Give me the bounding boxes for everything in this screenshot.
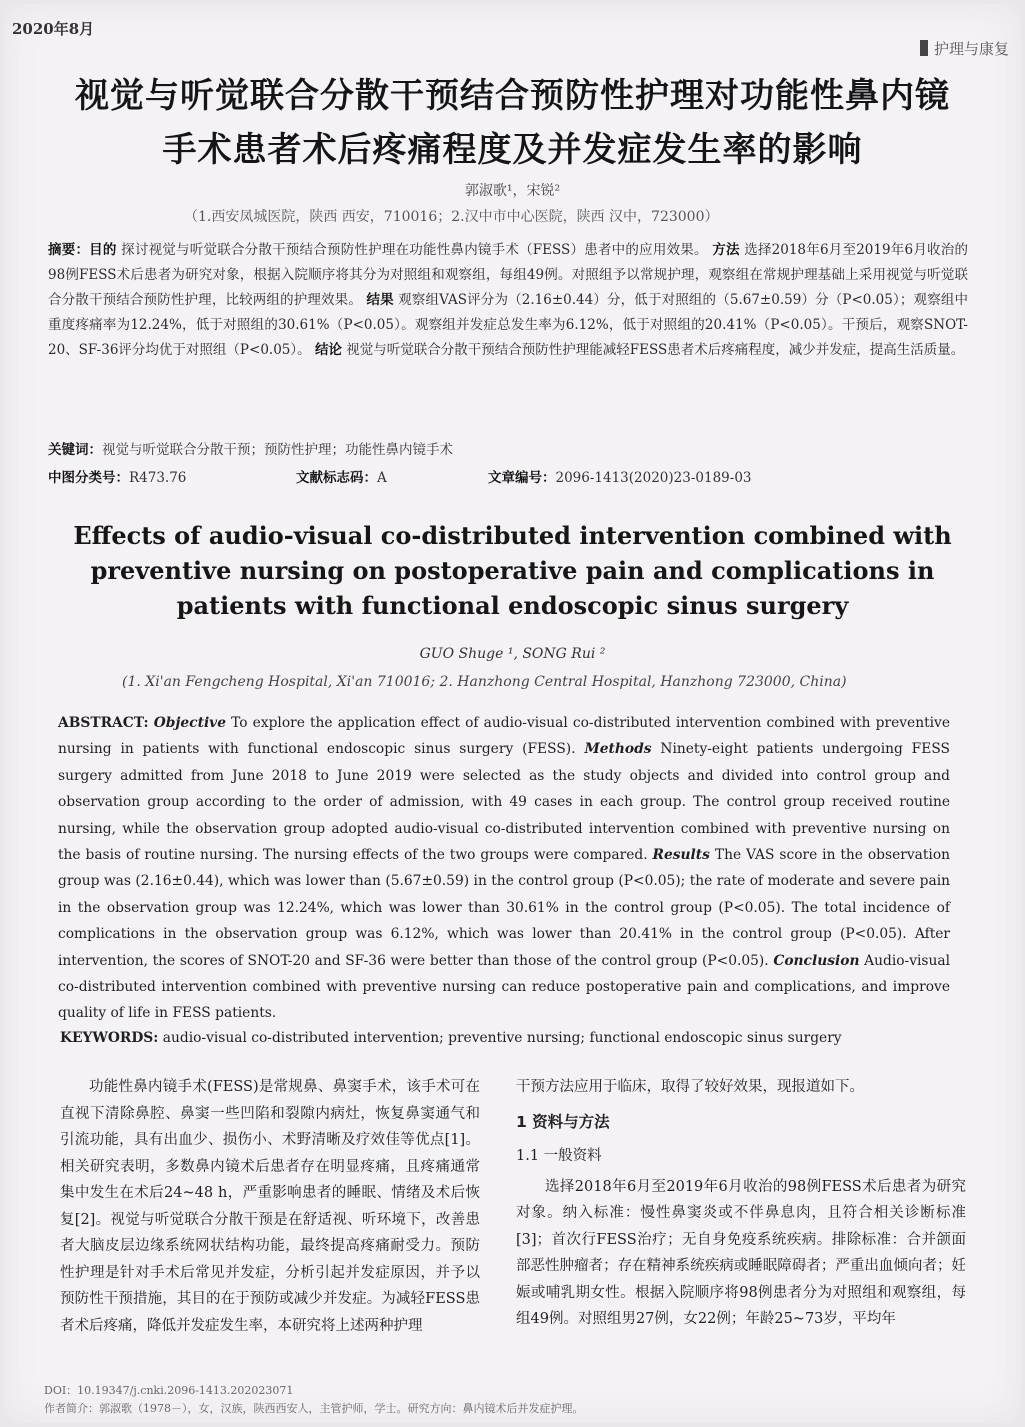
cn-result-label: 结果 (366, 292, 394, 308)
general-data-paragraph: 选择2018年6月至2019年6月收治的98例FESS术后患者为研究对象。纳入标准：慢性鼻窦炎或不伴鼻息肉，且符合相关诊断标准[3]；首次行FESS治疗；无自身免疫系统疾病。排除标准：合并颌面部恶性肿瘤者；存在精神系统疾病或睡眠障碍者；严重出血倾向者；妊娠或哺乳期女性。根据入院顺序将98例患者分为对照组和观察组，每组49例。对照组男27例，女22例；年龄25~73岁，平均年 (516, 1178, 966, 1327)
cn-method-text: 选择2018年6月至2019年6月收治的98例FESS术后患者为研究对象，根据入院顺序将其分为对照组和观察组，每组49例。对照组予以常规护理，观察组在常规护理基础上采用视觉与听觉联合分散干预结合预防性护理，比较两组的护理效果。 (48, 242, 968, 308)
clc-number (48, 466, 186, 486)
intro-paragraph: 功能性鼻内镜手术(FESS)是常规鼻、鼻窦手术，该手术可在直视下清除鼻腔、鼻窦一些凹陷和裂隙内病灶，恢复鼻窦通气和引流功能，具有出血少、损伤小、术野清晰及疗效佳等优点[1]。相关研究表明，多数鼻内镜术后患者存在明显疼痛，且疼痛通常集中发生在术后24~48 h，严重影响患者的睡眠、情绪及术后恢复[2]。视觉与听觉联合分散干预是在舒适视、听环境下，改善患者大脑皮层边缘系统网状结构功能，最终提高疼痛耐受力。预防性护理是针对手术后常见并发症，分析引起并发症原因，并予以预防性干预措施，其目的在于预防或减少并发症。为减轻FESS患者术后疼痛，降低并发症发生率，本研究将上述两种护理 (60, 1079, 480, 1334)
en-authors: GUO Shuge ¹, SONG Rui ² (419, 646, 606, 662)
cn-keywords (48, 438, 453, 458)
issue-date: 2020年8月 (12, 20, 95, 38)
en-result-text: The VAS score in the observation group was (2.16±0.44), which was lower than (5.67±0.59) in the control group (P<0.05); the rate of moderate and severe pain in the observation group was 12.24%, which was lower than 30.61% in the control group (P<0.05). The total incidence of complications in the observation group was 6.12%, which was lower than 20.41% in the control group (P<0.05). After intervention, the scores of SNOT-20 and SF-36 were better than those of the control group (P<0.05). (58, 847, 951, 969)
en-objective-label: Objective (153, 715, 226, 731)
en-keywords-text: audio-visual co-distributed intervention; preventive nursing; functional endoscopic sinus surgery (162, 1030, 842, 1046)
en-abstract (58, 710, 950, 1027)
cn-title-line1: 视觉与听觉联合分散干预结合预防性护理对功能性鼻内镜 (75, 76, 950, 116)
article-number-label: 文章编号： (488, 470, 556, 486)
en-affiliation: (1. Xi'an Fengcheng Hospital, Xi'an 710016; 2. Hanzhong Central Hospital, Hanzhong 723000, China) (122, 674, 847, 690)
cn-result-text: 观察组VAS评分为（2.16±0.44）分，低于对照组的（5.67±0.59）分（P<0.05）；观察组中重度疼痛率为12.24%，低于对照组的30.61%（P<0.05）。观察组并发症总发生率为6.12%，低于对照组的20.41%（P<0.05）。干预后，观察SNOT-20、SF-36评分均优于对照组（P<0.05）。 (48, 292, 969, 358)
footnote-doi: DOI：10.19347/j.cnki.2096-1413.202023071 (44, 1384, 294, 1397)
cn-keywords-label: 关键词： (48, 442, 102, 458)
subsection-heading-1-1: 1.1 一般资料 (516, 1148, 602, 1164)
cn-conclusion-text: 视觉与听觉联合分散干预结合预防性护理能减轻FESS患者术后疼痛程度，减少并发症，提高生活质量。 (346, 342, 965, 358)
article-number (488, 466, 752, 486)
en-keywords-label: KEYWORDS: (60, 1030, 159, 1046)
en-method-text: Ninety-eight patients undergoing FESS surgery admitted from June 2018 to June 2019 were selected as the study objects and divided into control group and observation group according to the order of admission, with 49 cases in each group. The control group received routine nursing, while the observation group adopted audio-visual co-distributed intervention combined with preventive nursing on the basis of routine nursing. The nursing effects of the two groups were compared. (58, 741, 950, 864)
doc-code-value: A (377, 470, 387, 486)
cn-method-label: 方法 (712, 242, 740, 258)
cn-abstract-label: 摘要： (48, 242, 90, 258)
cn-objective-label: 目的 (89, 242, 117, 258)
en-keywords (60, 1030, 960, 1046)
en-abstract-label: ABSTRACT: (58, 715, 149, 731)
en-objective-text: To explore the application effect of audio-visual co-distributed intervention combined with preventive nursing in patients with functional endoscopic sinus surgery (FESS). (58, 715, 950, 758)
intro-continued: 干预方法应用于临床，取得了较好效果，现报道如下。 (516, 1079, 864, 1095)
en-method-label: Methods (584, 741, 652, 758)
article-number-value: 2096-1413(2020)23-0189-03 (555, 470, 752, 486)
column-name (920, 38, 1009, 59)
clc-label: 中图分类号： (48, 470, 129, 486)
en-result-label: Results (652, 847, 710, 864)
doc-code (296, 466, 387, 486)
cn-title-line2: 手术患者术后疼痛程度及并发症发生率的影响 (162, 130, 863, 170)
cn-conclusion-label: 结论 (314, 342, 342, 358)
column-label: 护理与康复 (933, 40, 1009, 58)
column-bar-icon (920, 40, 928, 56)
en-conclusion-text: Audio-visual co-distributed intervention combined with preventive nursing can reduce postoperative pain and complications, and improve quality of life in FESS patients. (58, 952, 951, 1022)
cn-authors: 郭淑歌¹，宋锐² (464, 183, 561, 199)
cn-keywords-text: 视觉与听觉联合分散干预；预防性护理；功能性鼻内镜手术 (102, 442, 453, 458)
footnote-author: 作者简介：郭淑歌（1978－），女，汉族，陕西西安人，主管护师，学士。研究方向：鼻内镜术后并发症护理。 (44, 1402, 584, 1415)
doc-code-label: 文献标志码： (296, 470, 377, 486)
en-conclusion-label: Conclusion (773, 952, 860, 969)
clc-value: R473.76 (129, 470, 187, 486)
body-left-column (60, 1074, 480, 1339)
en-title: Effects of audio-visual co-distributed intervention combined with preventive nursing on postoperative pain and complications in patients with functional endoscopic sinus surgery (73, 521, 952, 620)
footnote (44, 1382, 584, 1418)
cn-abstract (48, 238, 968, 363)
section-heading-1: 1 资料与方法 (516, 1112, 610, 1131)
cn-affiliation: （1.西安凤城医院，陕西 西安，710016；2.汉中市中心医院，陕西 汉中，723000） (184, 209, 719, 225)
cn-objective-text: 探讨视觉与听觉联合分散干预结合预防性护理在功能性鼻内镜手术（FESS）患者中的应用效果。 (121, 242, 708, 258)
body-right-column (516, 1074, 966, 1333)
journal-page (4, 4, 1021, 1423)
